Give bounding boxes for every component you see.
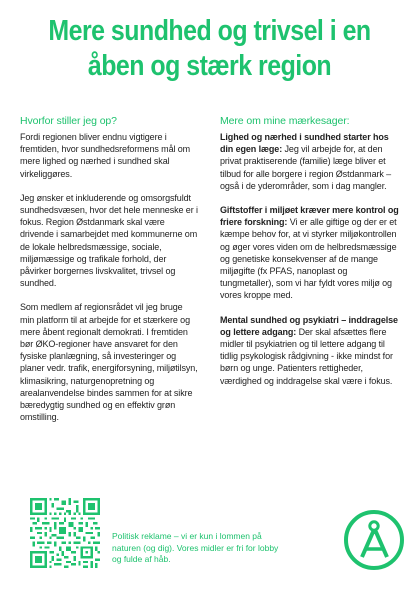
left-heading: Hvorfor stiller jeg op?: [20, 115, 117, 127]
footer-line-3: og fulde af håb.: [112, 554, 171, 564]
issue-2-title: Giftstoffer i miljøet kræver mere kontrol og friere forskning:: [220, 205, 399, 228]
issue-mental-health: [220, 314, 400, 387]
issue-1-text: Jeg vil arbejde for, at den privat praktiserende (familie) læge bliver et tilbud for alle borgere i region Østdanmark – også i de yderområder, som i dag mangler.: [220, 144, 392, 191]
right-column: [220, 115, 400, 399]
issue-1-title: Lighed og nærhed i sundhed starter hos din egen læge:: [220, 132, 389, 155]
issue-2-text: Vi er alle giftige og der er et kæmpe behov for, at vi styrker miljøkontrollen og øger vores viden om de helbredsmæssige og genetiske konsekvenser af de mange miljøgifte (fx PFAS, nanoplast og tungmetaller), som vi har fyldt vores miljø og vores kroppe med.: [220, 217, 397, 301]
issue-health-equality: [220, 131, 400, 192]
footer-disclaimer: [112, 531, 312, 566]
title-line-2: åben og stærk region: [87, 50, 332, 82]
title-line-1: Mere sundhed og trivsel i en: [48, 15, 371, 47]
page-title: [29, 14, 389, 84]
footer-line-1: Politisk reklame – vi er kun i lommen på: [112, 531, 262, 541]
qr-code-icon[interactable]: [30, 498, 100, 568]
alternativet-logo-icon: [343, 509, 405, 571]
left-paragraph-1: Fordi regionen bliver endnu vigtigere i fremtiden, hvor sundhedsreformens mål om mere lighed og nærhed i sundhed skal virkeliggøres.: [20, 132, 191, 179]
issue-3-title: Mental sundhed og psykiatri – inddragelse og lettere adgang:: [220, 314, 398, 337]
left-column: [20, 115, 198, 435]
issue-toxins: [220, 204, 400, 302]
right-heading: Mere om mine mærkesager:: [220, 115, 350, 127]
issue-3-text: Der skal afsættes flere midler til psykiatrien og til lettere adgang til tidlig psykologisk rådgivning - ikke mindst for børn og unge. Patienters rettigheder, værdighed og inddragelse skal være i fokus.: [220, 326, 393, 386]
left-paragraph-3: Som medlem af regionsrådet vil jeg bruge min platform til at arbejde for et stærkere og mere åbent regionalt demokrati. I fremtiden bør ØKO-regioner have ansvaret for den fysiske planlægning, så investeringer og planer vedr. trafik, energiforsyning, miljøtilsyn, klimasikring, naturgenopretning og arealanvendelse bindes sammen for at sikre bæredygtig sundhed og en effektiv grøn omstilling.: [20, 302, 198, 423]
left-paragraph-2: Jeg ønsker et inkluderende og omsorgsfuldt sundhedsvæsen, hvor det hele menneske er i fokus. Region Østdanmark skal være drivende i samarbejdet med kommunerne om de lokale helbredsmæssige, sociale, miljømæssige og trafikale forhold, der påvirker borgernes livskvalitet, trivsel og sundhed.: [20, 192, 198, 289]
footer-line-2: naturen (og dig). Vores midler er fri for lobby: [112, 542, 279, 553]
